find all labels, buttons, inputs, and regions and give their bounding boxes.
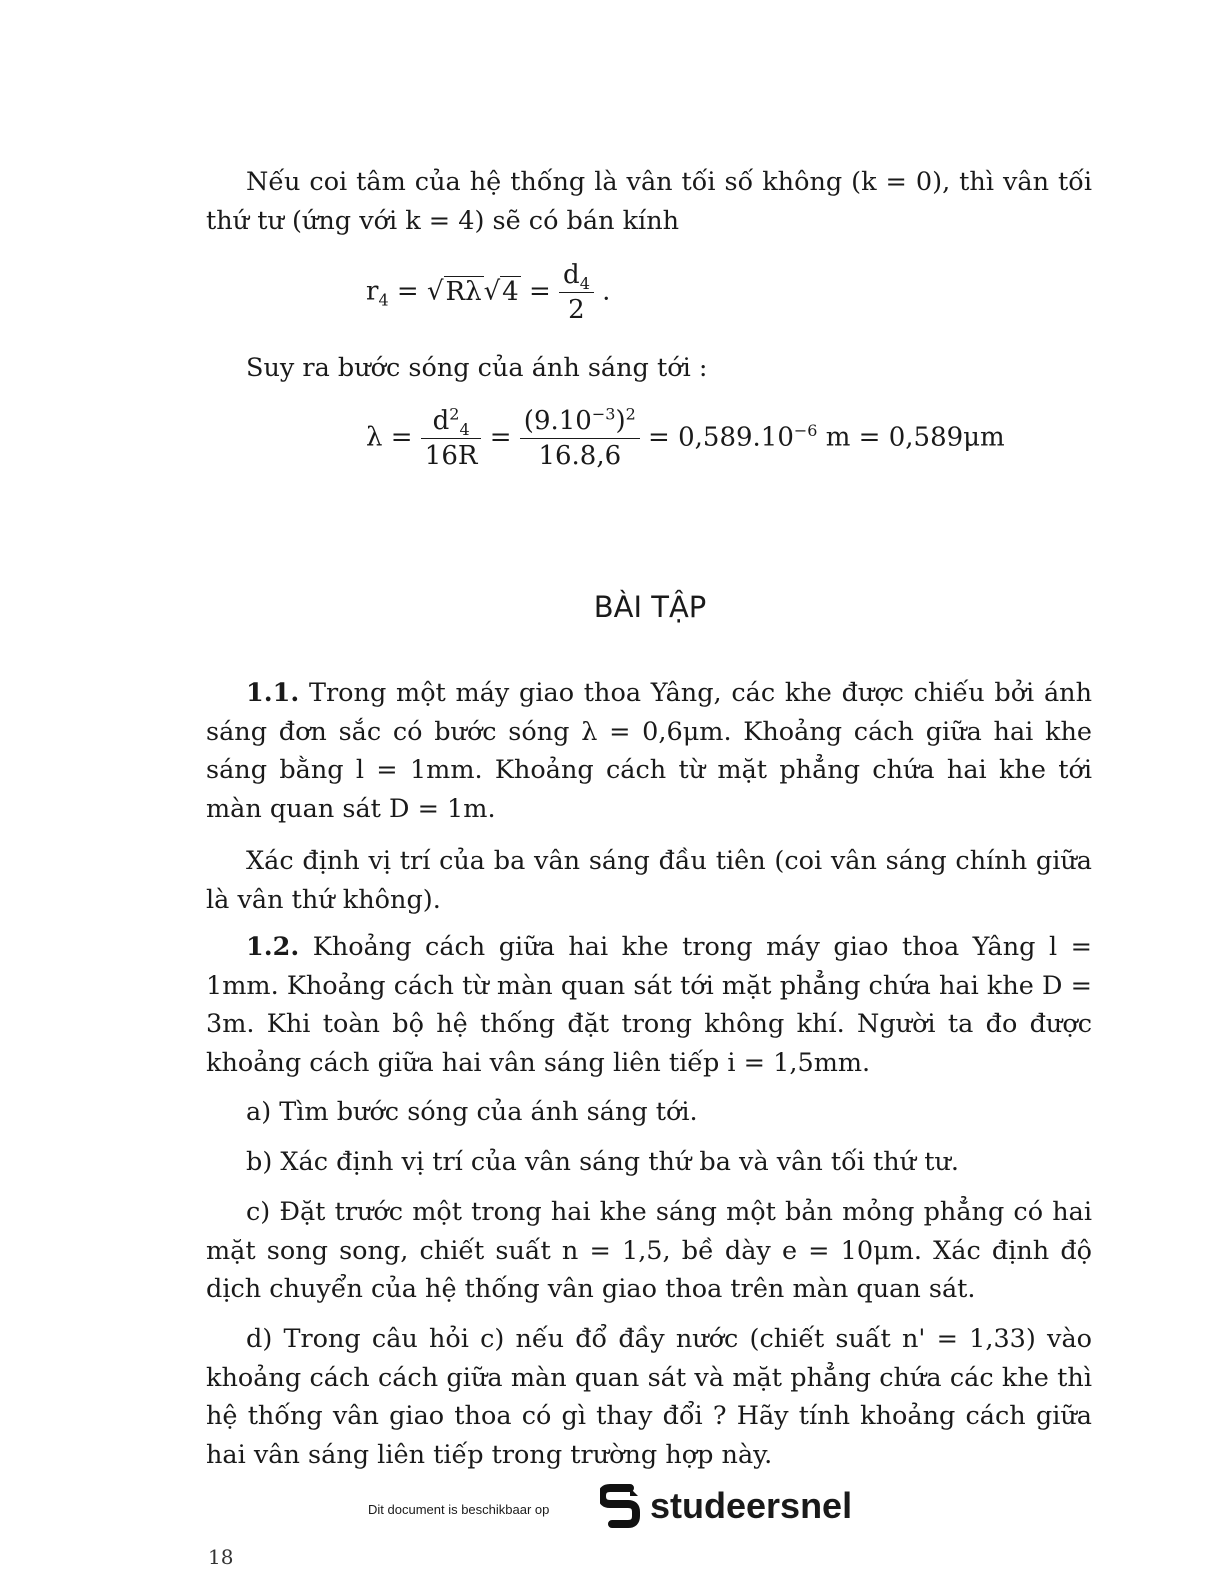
studeersnel-logo-icon	[600, 1484, 644, 1528]
section-title: BÀI TẬP	[593, 590, 707, 624]
exercise-1-1-text: 1.1. Trong một máy giao thoa Yâng, các khe được chiếu bởi ánh sáng đơn sắc có bước sóng λ = 0,6μm. Khoảng cách giữa hai khe sáng bằng l = 1mm. Khoảng cách từ mặt phẳng chứa hai khe tới màn quan sát D = 1m.	[206, 678, 1092, 824]
exercise-1-1-task: Xác định vị trí của ba vân sáng đầu tiên (coi vân sáng chính giữa là vân thứ không).	[206, 846, 1092, 915]
derivation-text: Suy ra bước sóng của ánh sáng tới :	[246, 353, 708, 383]
brand-name: studeersnel	[650, 1485, 853, 1526]
exercise-1-2-part-c: c) Đặt trước một trong hai khe sáng một bản mỏng phẳng có hai mặt song song, chiết suất n = 1,5, bề dày e = 10μm. Xác định độ dịch chuyển của hệ thống vân giao thoa trên màn quan sát.	[206, 1197, 1092, 1304]
exercise-number: 1.2.	[246, 932, 300, 962]
footer-note: Dit document is beschikbaar op	[368, 1502, 550, 1517]
equation-wavelength: λ = $\frac{d^2_4}{16R}$ = $\frac{(9.10^{-3})^2}{16.8,6}$ = $0,589.10^{-6}$ m = 0,589μm	[366, 404, 1005, 471]
equation-radius: $r_4 = √R\lambda√4$ = $\frac{d_4}{2}$ .	[366, 260, 611, 325]
exercise-number: 1.1.	[246, 678, 300, 708]
exercise-1-2-part-d: d) Trong câu hỏi c) nếu đổ đầy nước (chiết suất n' = 1,33) vào khoảng cách cách giữa màn quan sát và mặt phẳng chứa các khe thì hệ thống vân giao thoa có gì thay đổi ? Hãy tính khoảng cách giữa hai vân sáng liên tiếp trong trường hợp này.	[206, 1324, 1092, 1470]
page-number: 18	[208, 1545, 234, 1569]
exercise-1-2-part-b: b) Xác định vị trí của vân sáng thứ ba và vân tối thứ tư.	[246, 1147, 959, 1177]
studeersnel-logo[interactable]	[600, 1484, 852, 1528]
exercise-1-2-text: 1.2. Khoảng cách giữa hai khe trong máy giao thoa Yâng l = 1mm. Khoảng cách từ màn quan sát tới mặt phẳng chứa hai khe D = 3m. Khi toàn bộ hệ thống đặt trong không khí. Người ta đo được khoảng cách giữa hai vân sáng liên tiếp i = 1,5mm.	[206, 932, 1093, 1078]
exercise-1-2-part-a: a) Tìm bước sóng của ánh sáng tới.	[246, 1097, 698, 1127]
intro-paragraph: Nếu coi tâm của hệ thống là vân tối số không (k = 0), thì vân tối thứ tư (ứng với k = 4) sẽ có bán kính	[206, 167, 1092, 236]
